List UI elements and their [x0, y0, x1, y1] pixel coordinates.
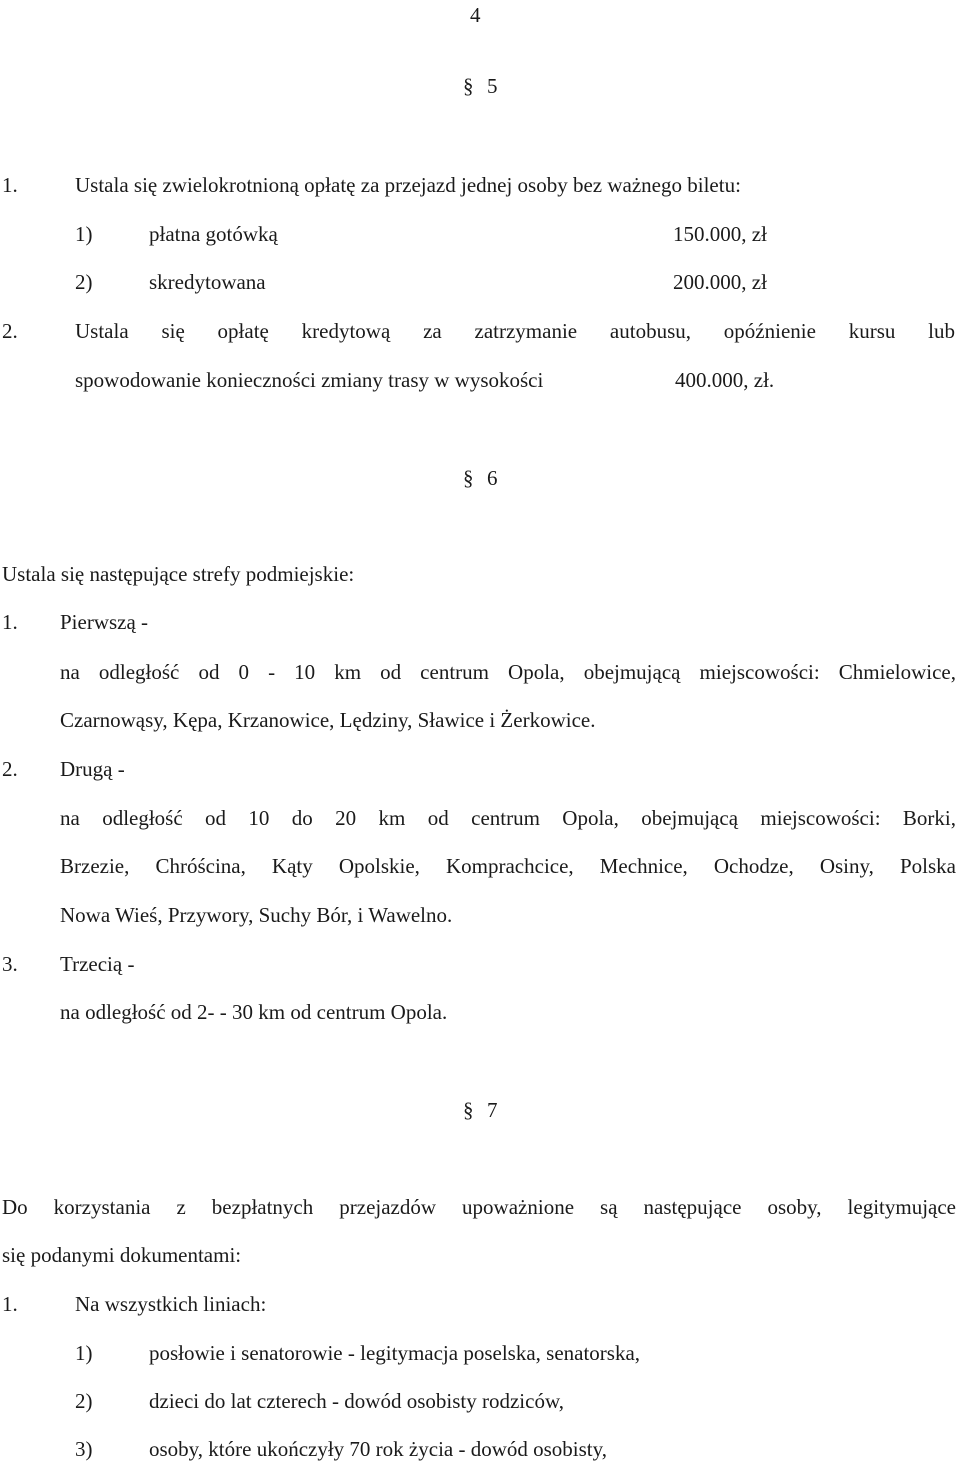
s5-sub2-amount: 200.000, zł [673, 270, 767, 294]
section-number: 7 [487, 1098, 498, 1122]
s5-item2-amount: 400.000, zł. [675, 368, 775, 392]
section-sign: § [463, 1098, 474, 1122]
s5-item2-line2: spowodowanie konieczności zmiany trasy w wysokości [75, 368, 544, 392]
s7-intro-line1: Do korzystania z bezpłatnych przejazdów upoważnione są następujące osoby, legitymujące [2, 1195, 956, 1219]
s6-zone1-title: Pierwszą - [60, 610, 149, 634]
s5-item1-text: Ustala się zwielokrotnioną opłatę za przejazd jednej osoby bez ważnego biletu: [75, 173, 741, 197]
s6-zone1-line1: na odległość od 0 - 10 km od centrum Opola, obejmującą miejscowości: Chmielowice, [60, 660, 956, 684]
s5-sub1-amount: 150.000, zł [673, 222, 767, 246]
section-heading-5 [463, 73, 498, 99]
s5-sub1-number: 1) [75, 222, 93, 246]
s6-zone1-line2: Czarnowąsy, Kępa, Krzanowice, Lędziny, Sławice i Żerkowice. [60, 708, 596, 732]
s7-sub3-text: osoby, które ukończyły 70 rok życia - dowód osobisty, [149, 1437, 608, 1461]
section-heading-7 [463, 1097, 498, 1123]
s6-zone3-title: Trzecią - [60, 952, 135, 976]
s5-sub2-label: skredytowana [149, 270, 266, 294]
s6-zone2-line2: Brzezie, Chróścina, Kąty Opolskie, Komprachcice, Mechnice, Ochodze, Osiny, Polska [60, 854, 956, 878]
page-number: 4 [470, 3, 481, 27]
s7-sub1-number: 1) [75, 1341, 93, 1365]
section-sign: § [463, 74, 474, 98]
s7-item1-text: Na wszystkich liniach: [75, 1292, 267, 1316]
s5-sub1-label: płatna gotówką [149, 222, 278, 246]
s6-zone2-line1: na odległość od 10 do 20 km od centrum Opola, obejmującą miejscowości: Borki, [60, 806, 956, 830]
s7-item1-number: 1. [2, 1292, 18, 1316]
s7-sub1-text: posłowie i senatorowie - legitymacja poselska, senatorska, [149, 1341, 641, 1365]
s7-sub2-number: 2) [75, 1389, 93, 1413]
section-heading-6 [463, 465, 498, 491]
s5-item2-line1: Ustala się opłatę kredytową za zatrzymanie autobusu, opóźnienie kursu lub [75, 319, 955, 343]
s5-sub2-number: 2) [75, 270, 93, 294]
section-sign: § [463, 466, 474, 490]
s6-intro: Ustala się następujące strefy podmiejskie: [2, 562, 355, 586]
section-number: 5 [487, 74, 498, 98]
s6-zone3-number: 3. [2, 952, 18, 976]
s7-sub2-text: dzieci do lat czterech - dowód osobisty rodziców, [149, 1389, 564, 1413]
s6-zone2-line3: Nowa Wieś, Przywory, Suchy Bór, i Wawelno. [60, 903, 453, 927]
s5-item1-number: 1. [2, 173, 18, 197]
section-number: 6 [487, 466, 498, 490]
s6-zone3-line1: na odległość od 2- - 30 km od centrum Opola. [60, 1000, 448, 1024]
s6-zone1-number: 1. [2, 610, 18, 634]
s7-intro-line2: się podanymi dokumentami: [2, 1243, 242, 1267]
s6-zone2-number: 2. [2, 757, 18, 781]
s5-item2-number: 2. [2, 319, 18, 343]
s6-zone2-title: Drugą - [60, 757, 125, 781]
s7-sub3-number: 3) [75, 1437, 93, 1461]
